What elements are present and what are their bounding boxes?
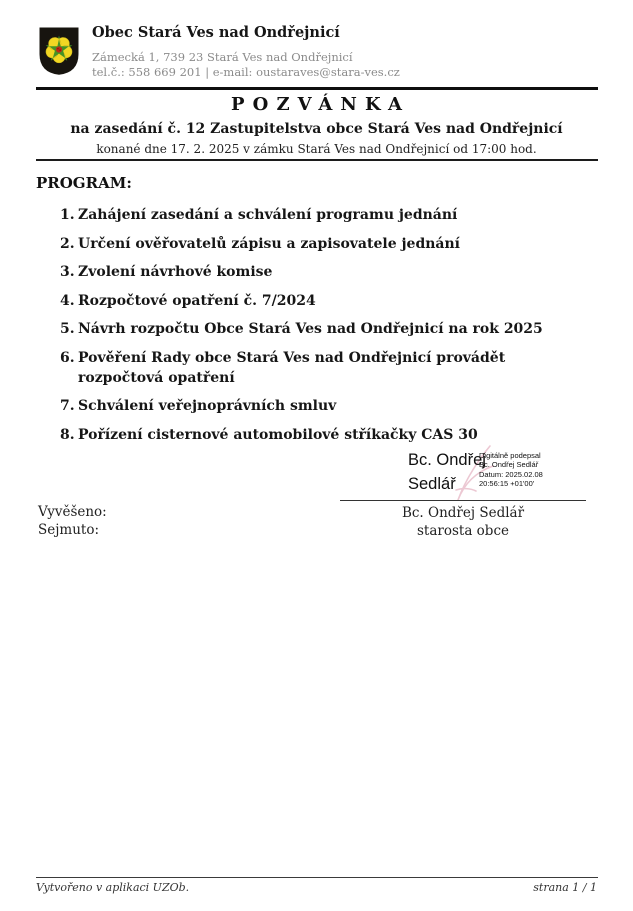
digital-signature-stamp <box>408 448 598 502</box>
document-title: POZVÁNKA <box>231 94 411 115</box>
program-item: Zahájení zasedání a schválení programu jednání <box>78 207 458 223</box>
program-item: Schválení veřejnoprávních smluv <box>78 398 337 414</box>
header-divider <box>36 87 598 90</box>
footer-generator-note: Vytvořeno v aplikaci UZOb. <box>36 881 190 894</box>
program-item: Pořízení cisternové automobilové stříkačky CAS 30 <box>78 426 478 443</box>
org-contact: tel.č.: 558 669 201 | e-mail: oustaraves@stara-ves.cz <box>92 64 400 79</box>
posting-block <box>38 504 107 539</box>
program-item: Návrh rozpočtu Obce Stará Ves nad Ondřejnicí na rok 2025 <box>78 321 543 337</box>
signatory-role: starosta obce <box>417 522 509 539</box>
signatory-name: Bc. Ondřej Sedlář <box>401 505 525 521</box>
removed-label: Sejmuto: <box>38 521 100 538</box>
digital-signature-name <box>408 448 486 496</box>
footer-page-number: strana 1 / 1 <box>533 881 597 894</box>
municipal-coat-of-arms-icon <box>38 26 80 76</box>
header-org-block <box>92 24 400 79</box>
digital-signature-detail-line: Datum: 2025.02.08 <box>479 469 543 479</box>
title-divider <box>36 159 598 161</box>
org-name: Obec Stará Ves nad Ondřejnicí <box>92 24 340 41</box>
program-list <box>60 205 562 453</box>
digital-signature-detail-line: 20:56:15 +01'00' <box>479 478 535 488</box>
digital-signature-name-line1: Bc. Ondřej <box>408 451 486 469</box>
posted-label: Vyvěšeno: <box>38 504 107 520</box>
signature-line <box>340 500 586 501</box>
digital-signature-details <box>479 451 594 488</box>
program-heading: PROGRAM: <box>36 174 132 192</box>
program-item: Určení ověřovatelů zápisu a zapisovatele jednání <box>78 235 460 252</box>
document-subtitle: na zasedání č. 12 Zastupitelstva obce Stará Ves nad Ondřejnicí <box>70 121 563 137</box>
footer-divider <box>36 877 598 878</box>
program-item: Rozpočtové opatření č. 7/2024 <box>78 292 316 309</box>
digital-signature-detail-line: Digitálně podepsal <box>479 451 541 460</box>
signatory-block <box>340 505 586 540</box>
org-address: Zámecká 1, 739 23 Stará Ves nad Ondřejnicí <box>92 50 353 64</box>
program-item: Zvolení návrhové komise <box>78 264 273 280</box>
digital-signature-name-line2: Sedlář <box>408 475 456 493</box>
document-dateline: konané dne 17. 2. 2025 v zámku Stará Ves nad Ondřejnicí od 17:00 hod. <box>96 142 537 156</box>
program-item: Pověření Rady obce Stará Ves nad Ondřejnicí provádět rozpočtová opatření <box>78 349 506 386</box>
digital-signature-detail-line: Bc. Ondřej Sedlář <box>479 460 539 470</box>
